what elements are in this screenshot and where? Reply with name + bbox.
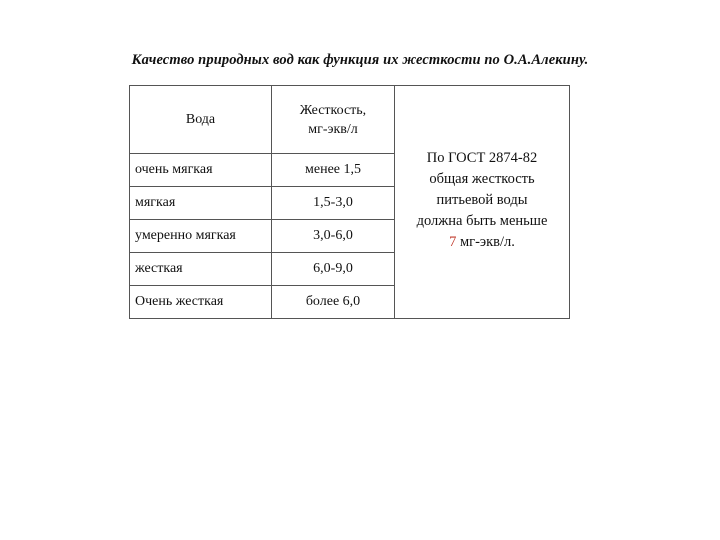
water-type-cell: умеренно мягкая (130, 220, 272, 253)
header-hardness-line2: мг-экв/л (308, 121, 358, 137)
gost-note-line4: должна быть меньше (416, 213, 548, 229)
water-type-cell: мягкая (130, 187, 272, 220)
header-hardness-line1: Жесткость, (299, 102, 367, 118)
water-type-cell: очень мягкая (130, 154, 272, 187)
hardness-cell: менее 1,5 (272, 154, 395, 187)
water-hardness-table (129, 85, 570, 319)
hardness-cell: 3,0-6,0 (272, 220, 395, 253)
gost-note-line2: общая жесткость (429, 171, 535, 187)
gost-note-line5 (395, 232, 569, 253)
hardness-cell: 1,5-3,0 (272, 187, 395, 220)
water-type-cell: Очень жесткая (130, 286, 272, 319)
gost-note-unit: мг-экв/л. (456, 234, 515, 250)
hardness-cell: 6,0-9,0 (272, 253, 395, 286)
gost-note-line1: По ГОСТ 2874-82 (426, 150, 538, 166)
header-water: Вода (130, 86, 272, 154)
header-hardness (272, 86, 395, 154)
gost-note-line3: питьевой воды (436, 192, 528, 208)
page-title: Качество природных вод как функция их жесткости по О.А.Алекину. (131, 52, 589, 68)
table-header-row (130, 86, 570, 154)
water-type-cell: жесткая (130, 253, 272, 286)
gost-note-value: 7 (449, 234, 457, 250)
gost-note (395, 86, 570, 319)
hardness-cell: более 6,0 (272, 286, 395, 319)
